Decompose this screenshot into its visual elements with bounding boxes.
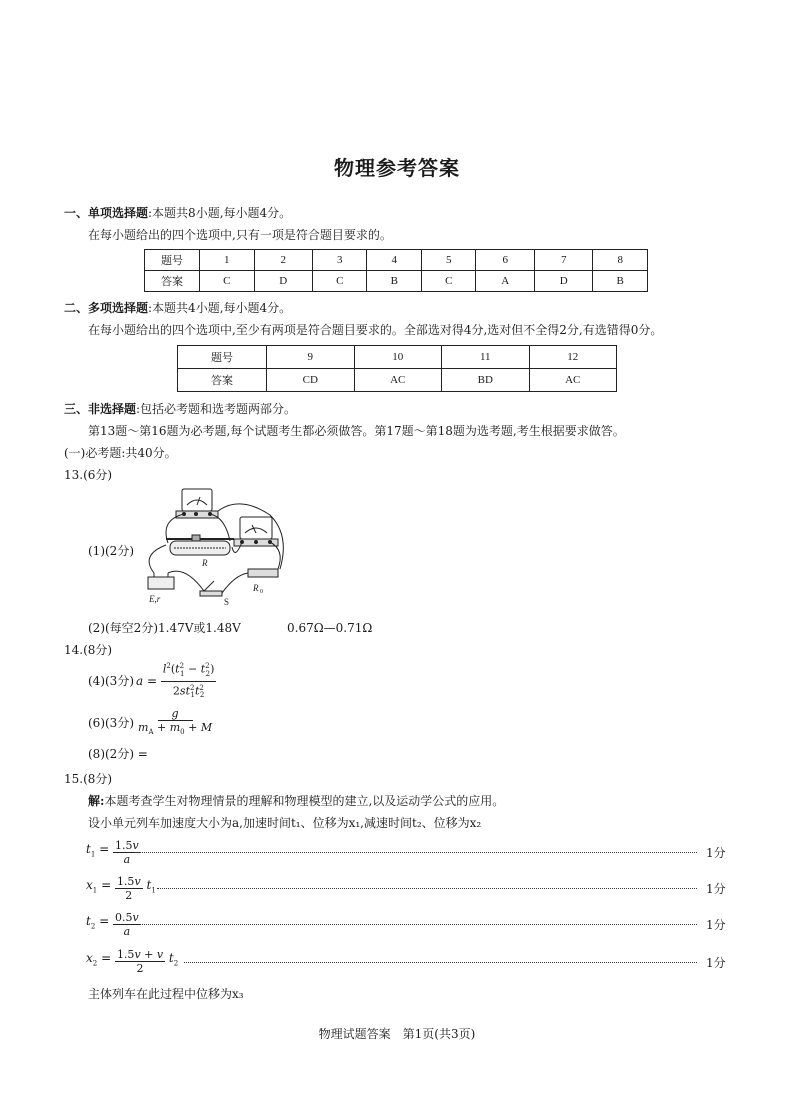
table-row: [178, 369, 617, 392]
table-header-cell: 题号: [145, 250, 200, 271]
table-cell: B: [593, 271, 648, 292]
equation-t2: $t_2$ = $\frac{0.5v}{a}$: [86, 910, 139, 938]
table-cell: D: [534, 271, 592, 292]
page-title: 物理参考答案: [334, 156, 460, 180]
table-cell: 7: [534, 250, 592, 271]
section3-note: 第13题～第16题为必考题,每个试题考生都必须做答。第17题～第18题为选考题,考生根据要求做答。: [88, 424, 625, 438]
label-source: E,r: [149, 594, 161, 604]
table-row: [178, 346, 617, 369]
table-cell: A: [476, 271, 534, 292]
q14-part4-label: (4)(3分): [88, 674, 134, 688]
q14-part8: (8)(2分) =: [88, 747, 148, 761]
fraction: $\frac{l^2(t^2_1 - t^2_2)}{2st^2_1t^2_2}$: [162, 661, 215, 700]
equation-x2: $x_2$ = $\frac{1.5v + v}{2}$ $t_2$: [86, 947, 179, 975]
section2-note: 在每小题给出的四个选项中,至少有两项是符合题目要求的。全部选对得4分,选对但不全得2分,有选错得0分。: [88, 323, 663, 337]
label-R: R: [202, 558, 208, 568]
table-cell: 9: [267, 346, 355, 369]
table-cell: 1: [200, 250, 255, 271]
dot-leader: [140, 924, 697, 925]
q15-main-train: 主体列车在此过程中位移为x₃: [88, 987, 244, 1001]
switch-icon: [200, 591, 222, 596]
q15-solution-intro: 本题考查学生对物理情景的理解和物理模型的建立,以及运动学公式的应用。: [104, 794, 505, 808]
label-R0-sub: 0: [260, 589, 263, 595]
score-label: 1分: [706, 846, 726, 860]
table-cell: 2: [254, 250, 312, 271]
dot-leader: [135, 852, 697, 853]
section1-note: 在每小题给出的四个选项中,只有一项是符合题目要求的。: [88, 228, 392, 242]
section1-heading-text: 一、单项选择题: [64, 206, 149, 220]
table-cell: B: [367, 271, 422, 292]
q15-header: 15.(8分): [64, 772, 113, 786]
table-cell: 4: [367, 250, 422, 271]
q13-part1: (1)(2分): [88, 544, 134, 558]
circuit-diagram: [140, 485, 300, 610]
section2-desc: :本题共4小题,每小题4分。: [148, 301, 292, 315]
resistor-r0-icon: [248, 569, 278, 577]
battery-icon: [148, 577, 174, 589]
table-cell: 10: [354, 346, 442, 369]
section1-desc: :本题共8小题,每小题4分。: [148, 206, 292, 220]
equation-x1: $x_1$ = $\frac{1.5v}{2}$ $t_1$: [86, 874, 156, 902]
fraction: $\frac{1.5v}{a}$: [114, 838, 139, 866]
q13-header: 13.(6分): [64, 468, 113, 482]
dot-leader: [157, 888, 697, 889]
section2-answer-table: [177, 345, 617, 392]
table-cell: 6: [476, 250, 534, 271]
q14-part4: [88, 661, 216, 700]
table-cell: C: [200, 271, 255, 292]
table-cell: C: [421, 271, 476, 292]
table-cell: CD: [267, 369, 355, 392]
equation-t1: $t_1$ = $\frac{1.5v}{a}$: [86, 838, 139, 866]
table-cell: 8: [593, 250, 648, 271]
table-cell: AC: [354, 369, 442, 392]
table-cell: C: [312, 271, 367, 292]
section3-desc: :包括必考题和选考题两部分。: [136, 402, 297, 416]
table-row: [145, 271, 648, 292]
required-section-label: (一)必考题:共40分。: [64, 446, 177, 460]
score-label: 1分: [706, 918, 726, 932]
table-header-cell: 题号: [178, 346, 267, 369]
table-cell: AC: [529, 369, 617, 392]
table-header-cell: 答案: [178, 369, 267, 392]
table-cell: 11: [442, 346, 530, 369]
q13-part2b: 0.67Ω—0.71Ω: [287, 621, 373, 635]
table-cell: 12: [529, 346, 617, 369]
dot-leader: [184, 962, 697, 963]
fraction: $\frac{1.5v + v}{2}$: [116, 947, 164, 975]
section1-answer-table: [144, 249, 648, 292]
table-row: [145, 250, 648, 271]
section2-heading: [64, 300, 291, 316]
section3-heading: [64, 401, 296, 417]
q14-part6: [88, 708, 214, 738]
score-label: 1分: [706, 956, 726, 970]
q15-setup: 设小单元列车加速度大小为a,加速时间t₁、位移为x₁,减速时间t₂、位移为x₂: [88, 816, 482, 830]
table-cell: D: [254, 271, 312, 292]
q13-part2: (2)(每空2分)1.47V或1.48V: [88, 621, 241, 635]
label-switch: S: [224, 597, 230, 607]
section1-heading: [64, 205, 291, 221]
q15-solution: [88, 793, 504, 809]
section3-heading-text: 三、非选择题: [64, 402, 137, 416]
q14-header: 14.(8分): [64, 643, 113, 657]
q14-part6-label: (6)(3分): [88, 716, 134, 730]
table-header-cell: 答案: [145, 271, 200, 292]
fraction: $\frac{g}{m_A + m_0 + M}$: [138, 706, 213, 737]
formula-a: a = $\frac{l^2(t^2_1 - t^2_2)}{2st^2_1t^2_2}$: [136, 660, 216, 703]
label-R0: R: [253, 583, 259, 593]
page-footer: 物理试题答案 第1页(共3页): [318, 1027, 476, 1041]
table-cell: 5: [421, 250, 476, 271]
score-label: 1分: [706, 882, 726, 896]
table-cell: 3: [312, 250, 367, 271]
fraction: $\frac{0.5v}{a}$: [114, 910, 139, 938]
q15-solution-label: 解:: [88, 794, 105, 808]
section2-heading-text: 二、多项选择题: [64, 301, 149, 315]
fraction: $\frac{1.5v}{2}$: [116, 874, 141, 902]
table-cell: BD: [442, 369, 530, 392]
